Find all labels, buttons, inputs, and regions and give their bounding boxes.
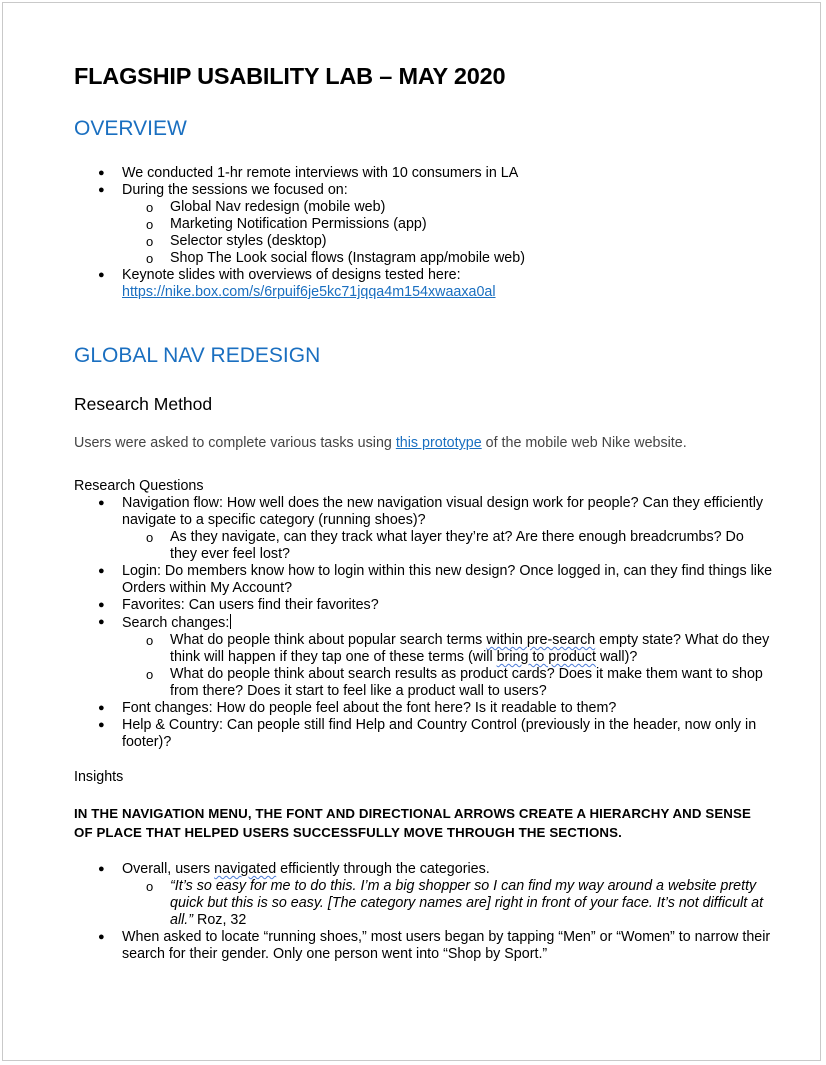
research-method-text xyxy=(74,435,774,452)
document-title: FLAGSHIP USABILITY LAB – MAY 2020 xyxy=(74,63,506,89)
research-questions-heading: Research Questions xyxy=(74,478,204,494)
sessions-sublist xyxy=(122,199,774,267)
sublist-item: o Marketing Notification Permissions (app) xyxy=(122,216,774,233)
list-item: ● When asked to locate “running shoes,” most users began by tapping “Men” or “Women” to narrow their search for their gender. Only one person went into “Shop by Sport.” xyxy=(74,929,774,963)
list-item xyxy=(74,614,774,700)
insights-heading: Insights xyxy=(74,769,124,785)
list-item xyxy=(74,267,774,301)
user-quote: “It’s so easy for me to do this. I’m a big shopper so I can find my way around a website pretty quick but this is so easy. [The category names are] right in front of your face. It’s not difficult at all.” xyxy=(170,878,764,928)
list-item xyxy=(74,495,774,563)
sublist-item: o As they navigate, can they track what layer they’re at? Are there enough breadcrumbs? Do they ever feel lost? xyxy=(122,529,774,563)
list-item: ● Favorites: Can users find their favorites? xyxy=(74,597,774,614)
prototype-link[interactable]: this prototype xyxy=(395,435,482,451)
sublist-text: wall)? xyxy=(595,649,638,665)
quote-attribution: Roz, 32 xyxy=(193,912,247,928)
spellcheck-text: within pre-search xyxy=(486,632,596,648)
list-item-text: Navigation flow: How well does the new navigation visual design work for people? Can they efficiently navigate to a specific category (running shoes)? xyxy=(122,495,764,528)
method-text-start: Users were asked to complete various tasks using xyxy=(74,435,396,451)
sublist-item: o Shop The Look social flows (Instagram app/mobile web) xyxy=(122,250,774,267)
list-item-text: During the sessions we focused on: xyxy=(122,182,348,198)
sublist-item xyxy=(122,878,774,929)
insight-headline: IN THE NAVIGATION MENU, THE FONT AND DIRECTIONAL ARROWS CREATE A HIERARCHY AND SENSE OF PLACE THAT HELPED USERS SUCCESSFULLY MOVE THROUGH THE SECTIONS. xyxy=(74,806,751,840)
sublist-item xyxy=(122,632,774,666)
text-cursor xyxy=(230,614,231,629)
list-item: ● Help & Country: Can people still find Help and Country Control (previously in the header, now only in footer)? xyxy=(74,717,774,751)
list-item: ● Font changes: How do people feel about the font here? Is it readable to them? xyxy=(74,700,774,717)
list-item: ● Login: Do members know how to login within this new design? Once logged in, can they find things like Orders within My Account? xyxy=(74,563,774,597)
list-item-text: efficiently through the categories. xyxy=(276,861,490,877)
question-sublist xyxy=(122,529,774,563)
list-item-text: We conducted 1-hr remote interviews with 10 consumers in LA xyxy=(122,165,519,181)
sublist-text: What do people think about popular search terms xyxy=(170,632,487,648)
list-item xyxy=(74,182,774,267)
sublist-item: o Global Nav redesign (mobile web) xyxy=(122,199,774,216)
list-item xyxy=(74,861,774,929)
keynote-slides-link[interactable]: https://nike.box.com/s/6rpuif6je5kc71jqqa4m154xwaaxa0al xyxy=(122,284,496,300)
list-item xyxy=(74,165,774,182)
spellcheck-text: navigated xyxy=(214,861,277,877)
quote-sublist xyxy=(122,878,774,929)
sublist-item: o What do people think about search results as product cards? Does it make them want to shop from there? Does it start to feel like a product wall to users? xyxy=(122,666,774,700)
method-text-end: of the mobile web Nike website. xyxy=(481,435,687,451)
global-nav-heading: GLOBAL NAV REDESIGN xyxy=(74,344,321,367)
list-item-text: Search changes: xyxy=(122,615,230,631)
search-sublist xyxy=(122,632,774,700)
list-item-text: Keynote slides with overviews of designs tested here: xyxy=(122,267,461,283)
research-questions-list xyxy=(74,495,774,751)
overview-list xyxy=(74,165,774,301)
spellcheck-text: bring to product xyxy=(496,649,596,665)
insights-list xyxy=(74,861,774,963)
research-method-heading: Research Method xyxy=(74,394,213,414)
sublist-text: empty state? What do they think will happen if they tap one of these terms (will xyxy=(170,632,770,665)
sublist-item: o Selector styles (desktop) xyxy=(122,233,774,250)
list-item-text: Overall, users xyxy=(122,861,215,877)
overview-heading: OVERVIEW xyxy=(74,117,187,140)
document-page xyxy=(2,2,821,1061)
document-content xyxy=(74,61,774,963)
